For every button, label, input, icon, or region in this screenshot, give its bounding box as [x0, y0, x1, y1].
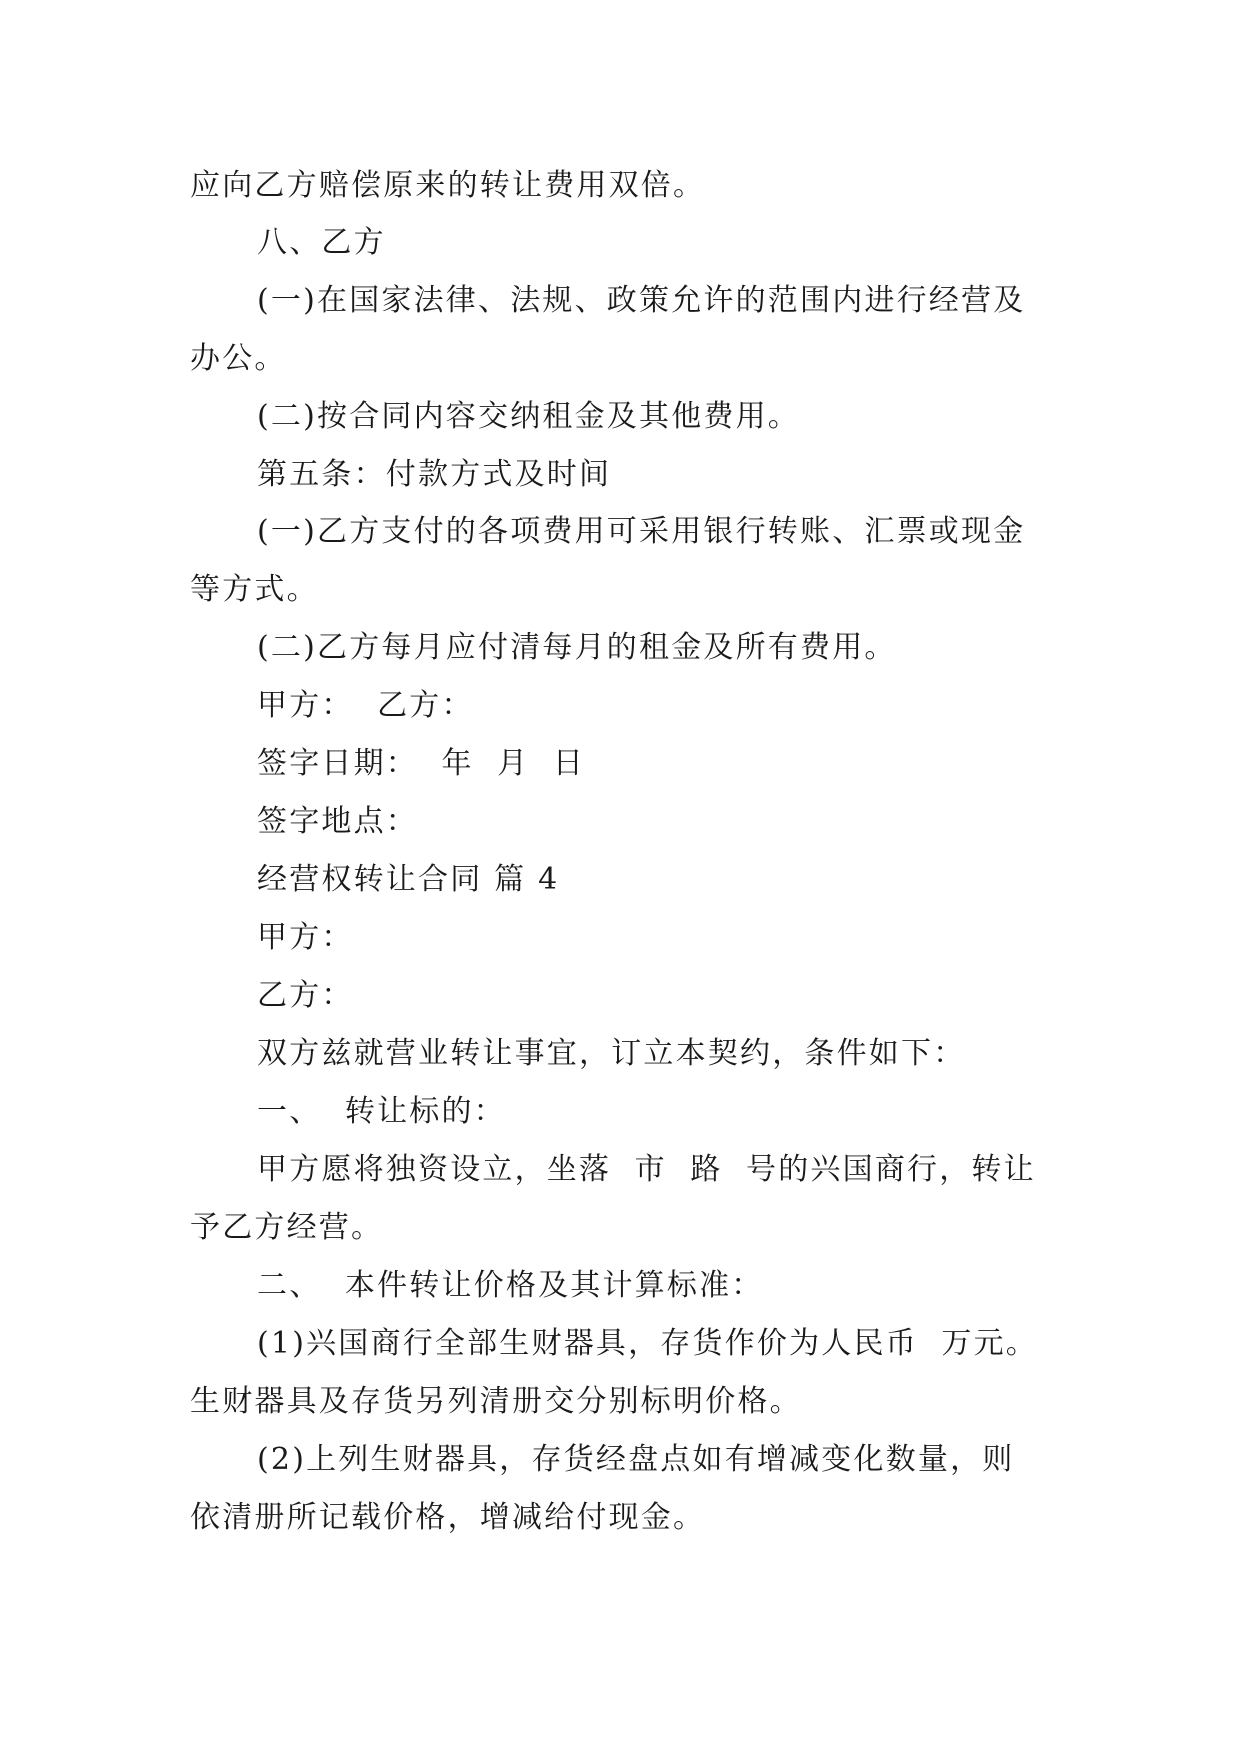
text-line: (2)上列生财器具，存货经盘点如有增减变化数量，则: [257, 1442, 1015, 1477]
party-a-label: 甲方：: [257, 920, 354, 955]
text-line: (一)在国家法律、法规、政策允许的范围内进行经营及: [257, 283, 1026, 318]
text-line: 生财器具及存货另列清册交分别标明价格。: [190, 1384, 802, 1419]
text-line: 等方式。: [190, 572, 319, 607]
section-heading: 二、 本件转让价格及其计算标准：: [257, 1268, 764, 1303]
text-line: 予乙方经营。: [190, 1210, 384, 1245]
text-line: (二)乙方每月应付清每月的租金及所有费用。: [257, 630, 897, 665]
section-heading: 八、乙方: [257, 225, 386, 260]
signature-place: 签字地点：: [257, 804, 418, 839]
contract-title: 经营权转让合同 篇 4: [257, 862, 560, 897]
text-line: 应向乙方赔偿原来的转让费用双倍。: [190, 168, 706, 203]
article-heading: 第五条：付款方式及时间: [257, 457, 612, 492]
text-line: 办公。: [190, 341, 287, 376]
text-line: (一)乙方支付的各项费用可采用银行转账、汇票或现金: [257, 514, 1026, 549]
text-line: 依清册所记载价格，增减给付现金。: [190, 1500, 706, 1535]
text-line: 甲方愿将独资设立，坐落 市 路 号的兴国商行，转让: [257, 1152, 1036, 1187]
text-line: (二)按合同内容交纳租金及其他费用。: [257, 399, 801, 434]
section-heading: 一、 转让标的：: [257, 1094, 506, 1129]
text-line: (1)兴国商行全部生财器具，存货作价为人民币 万元。: [257, 1326, 1038, 1361]
signature-date: 签字日期： 年 月 日: [257, 746, 586, 781]
signature-parties: 甲方： 乙方：: [257, 688, 474, 723]
text-line: 双方兹就营业转让事宜，订立本契约，条件如下：: [257, 1036, 966, 1071]
party-b-label: 乙方：: [257, 978, 354, 1013]
